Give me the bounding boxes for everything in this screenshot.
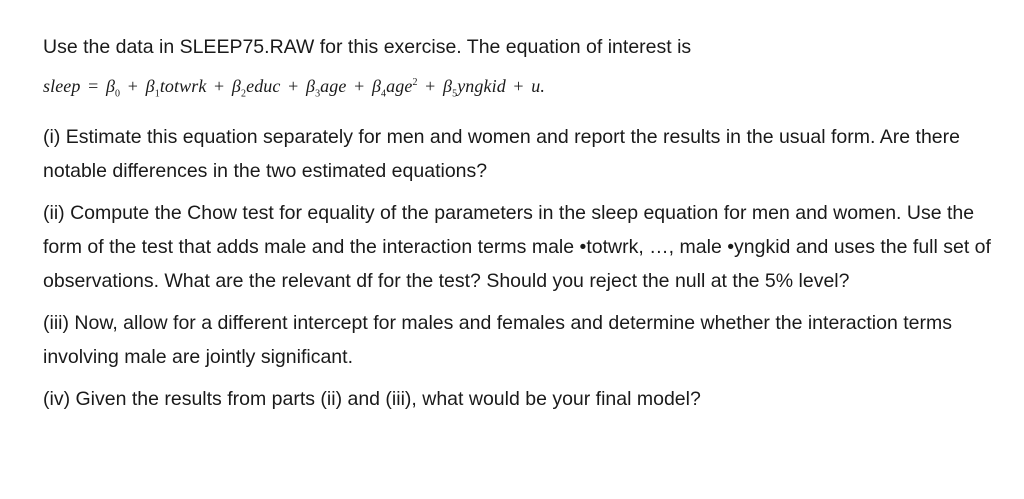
error-term: u — [531, 76, 541, 96]
exercise-document — [43, 30, 1003, 424]
intro-text: Use the data in SLEEP75.RAW for this exercise. The equation of interest is — [43, 36, 692, 58]
equation-end: . — [540, 76, 546, 96]
question-i: (i) Estimate this equation separately for men and women and report the results in the usual form. Are there notable differences in the two estimated equations? — [43, 125, 960, 182]
question-ii: (ii) Compute the Chow test for equality of the parameters in the sleep equation for men and women. Use the form of the test that adds male and the interaction terms male •totwrk, …, male •yngkid and uses the full set of observations. What are the relevant df for the test? Should you reject the null at the 5% level? — [43, 201, 991, 292]
term-3: $\beta_3age$ — [305, 76, 347, 100]
equation: sleep = $\beta_0$ + $\beta_1totwrk$ + $\beta_2educ + \beta_3age + \beta_4age^2$ + $\beta_5yngkid + u$. — [43, 76, 546, 100]
term-2: $\beta_2educ$ — [231, 76, 281, 100]
equation-lhs: sleep — [43, 76, 81, 96]
equation-equals: = — [88, 76, 99, 96]
question-iii: (iii) Now, allow for a different intercept for males and females and determine whether the interaction terms involving male are jointly significant. — [43, 311, 952, 368]
term-4: $\beta_4age^2$ — [371, 76, 418, 100]
term-1: $\beta_1totwrk$ — [145, 76, 207, 100]
term-0: $\beta_0$ — [105, 76, 121, 100]
term-5: $\beta_5yngkid$ — [443, 76, 506, 100]
question-iv: (iv) Given the results from parts (ii) and (iii), what would be your final model? — [43, 387, 701, 410]
